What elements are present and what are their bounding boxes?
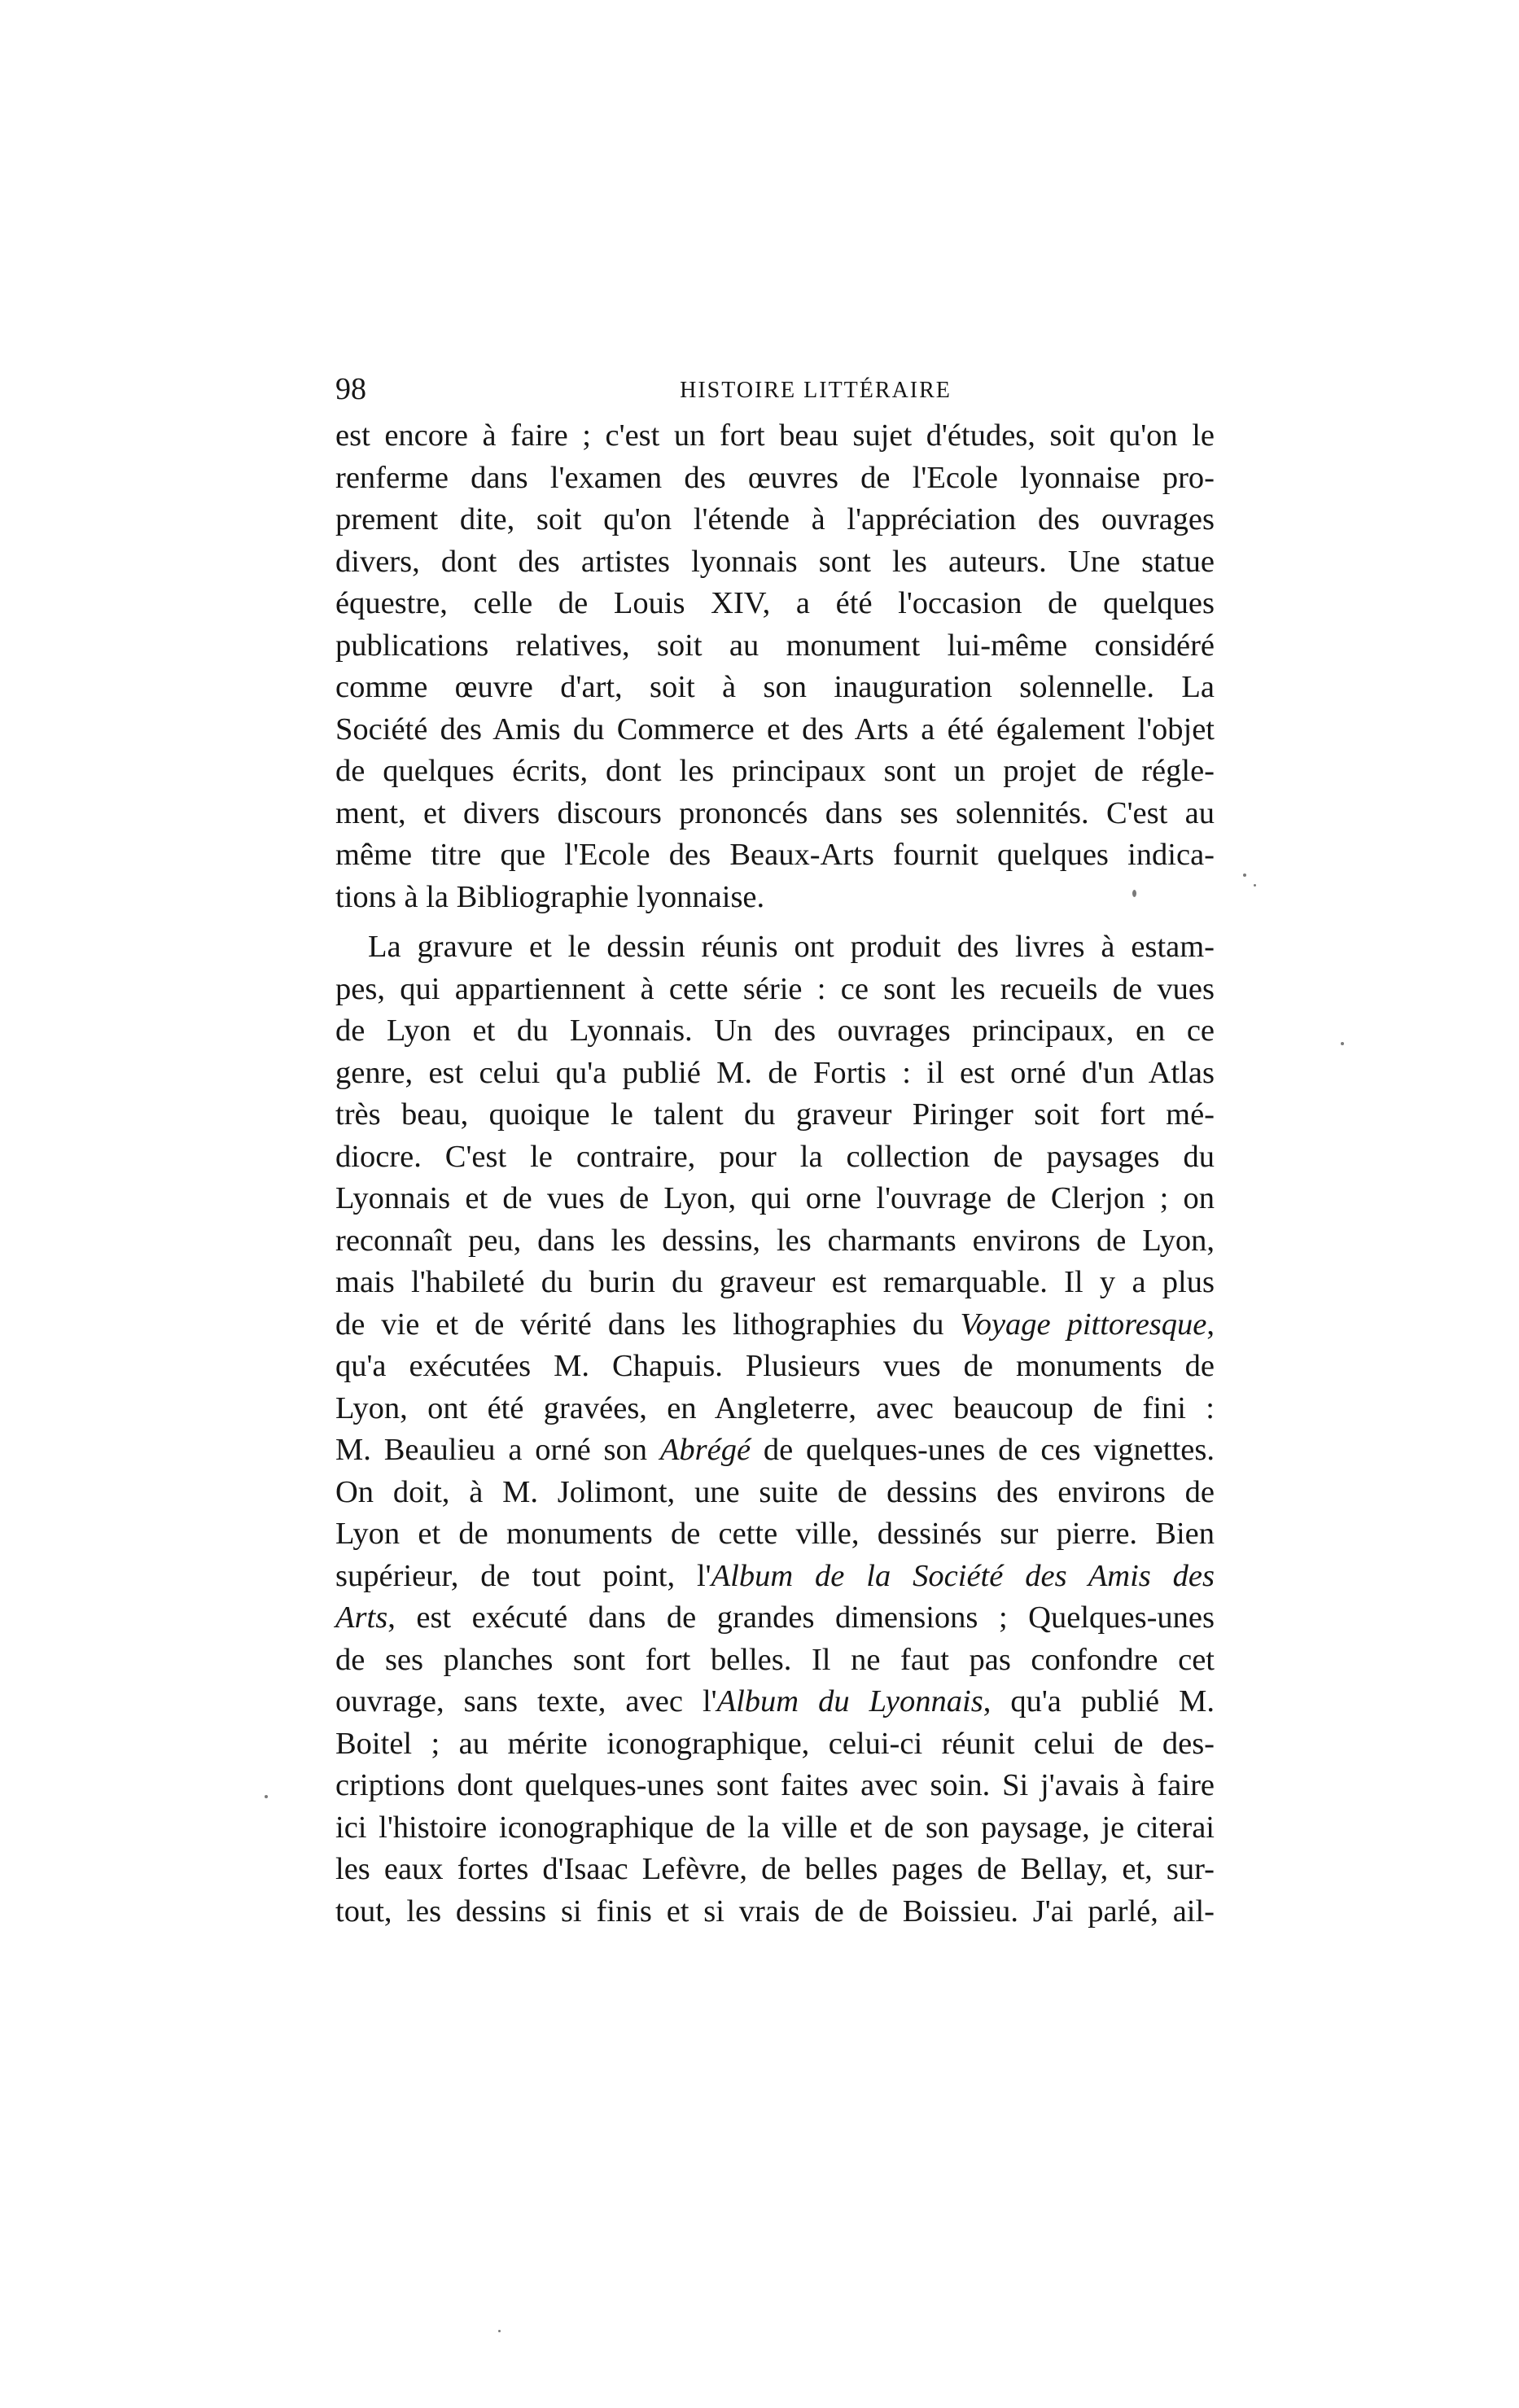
- text-line: de Lyon et du Lyonnais. Un des ouvrages principaux, en ce: [335, 1014, 1215, 1048]
- text-line: tions à la Bibliographie lyonnaise.: [335, 879, 765, 914]
- text-line: On doit, à M. Jolimont, une suite de dessins des environs de: [335, 1474, 1215, 1509]
- text-line: ouvrage, sans texte, avec l'Album du Lyonnais, qu'a publié M.: [335, 1684, 1215, 1718]
- text-line: de quelques écrits, dont les principaux sont un projet de régle-: [335, 754, 1215, 788]
- text-line: Société des Amis du Commerce et des Arts a été également l'objet: [335, 711, 1215, 746]
- text-line: reconnaît peu, dans les dessins, les charmants environs de Lyon,: [335, 1223, 1215, 1258]
- scan-speck: [1132, 890, 1136, 897]
- text-line: très beau, quoique le talent du graveur Piringer soit fort mé-: [335, 1097, 1215, 1132]
- text-line: divers, dont des artistes lyonnais sont les auteurs. Une statue: [335, 544, 1215, 579]
- text-line: même titre que l'Ecole des Beaux-Arts fournit quelques indica-: [335, 838, 1215, 872]
- scan-speck: [265, 1795, 268, 1798]
- running-head: [335, 368, 1215, 410]
- text-line: ment, et divers discours prononcés dans ses solennités. C'est au: [335, 795, 1215, 830]
- text-line: qu'a exécutées M. Chapuis. Plusieurs vues de monuments de: [335, 1349, 1215, 1383]
- page-number: 98: [335, 372, 366, 406]
- text-line: de vie et de vérité dans les lithographies du Voyage pittoresque,: [335, 1307, 1215, 1342]
- text-line: criptions dont quelques-unes sont faites avec soin. Si j'avais à faire: [335, 1768, 1215, 1802]
- text-line: pes, qui appartiennent à cette série : ce sont les recueils de vues: [335, 971, 1215, 1006]
- scan-speck: [1254, 884, 1256, 887]
- scan-speck: [1341, 1042, 1344, 1045]
- scan-speck: [1243, 873, 1246, 877]
- text-line: est encore à faire ; c'est un fort beau sujet d'études, soit qu'on le: [335, 418, 1215, 453]
- text-line: Lyon et de monuments de cette ville, dessinés sur pierre. Bien: [335, 1517, 1215, 1551]
- scan-speck: [498, 2330, 501, 2332]
- text-line: Lyonnais et de vues de Lyon, qui orne l'ouvrage de Clerjon ; on: [335, 1181, 1215, 1215]
- text-line: prement dite, soit qu'on l'étende à l'appréciation des ouvrages: [335, 502, 1215, 536]
- text-line: publications relatives, soit au monument lui-même considéré: [335, 628, 1215, 663]
- text-line: renferme dans l'examen des œuvres de l'Ecole lyonnaise pro-: [335, 460, 1215, 495]
- text-line: diocre. C'est le contraire, pour la collection de paysages du: [335, 1139, 1215, 1174]
- text-line: Lyon, ont été gravées, en Angleterre, avec beaucoup de fini :: [335, 1390, 1215, 1425]
- text-line: tout, les dessins si finis et si vrais de de Boissieu. J'ai parlé, ail-: [335, 1894, 1215, 1929]
- text-line: Arts, est exécuté dans de grandes dimensions ; Quelques-unes: [335, 1600, 1215, 1635]
- text-line: équestre, celle de Louis XIV, a été l'occasion de quelques: [335, 586, 1215, 620]
- text-line: Boitel ; au mérite iconographique, celui-ci réunit celui de des-: [335, 1726, 1215, 1761]
- text-line: les eaux fortes d'Isaac Lefèvre, de belles pages de Bellay, et, sur-: [335, 1852, 1215, 1886]
- text-line: de ses planches sont fort belles. Il ne faut pas confondre cet: [335, 1642, 1215, 1677]
- text-line: M. Beaulieu a orné son Abrégé de quelques-unes de ces vignettes.: [335, 1433, 1215, 1467]
- body-text: [335, 415, 1215, 1933]
- text-line: La gravure et le dessin réunis ont produit des livres à estam-: [368, 930, 1215, 964]
- text-line: supérieur, de tout point, l'Album de la Société des Amis des: [335, 1558, 1215, 1593]
- text-line: genre, est celui qu'a publié M. de Fortis : il est orné d'un Atlas: [335, 1055, 1215, 1090]
- text-line: comme œuvre d'art, soit à son inauguration solennelle. La: [335, 670, 1215, 704]
- text-line: ici l'histoire iconographique de la ville et de son paysage, je citerai: [335, 1810, 1215, 1845]
- text-line: mais l'habileté du burin du graveur est remarquable. Il y a plus: [335, 1265, 1215, 1299]
- running-title: HISTOIRE LITTÉRAIRE: [680, 378, 952, 403]
